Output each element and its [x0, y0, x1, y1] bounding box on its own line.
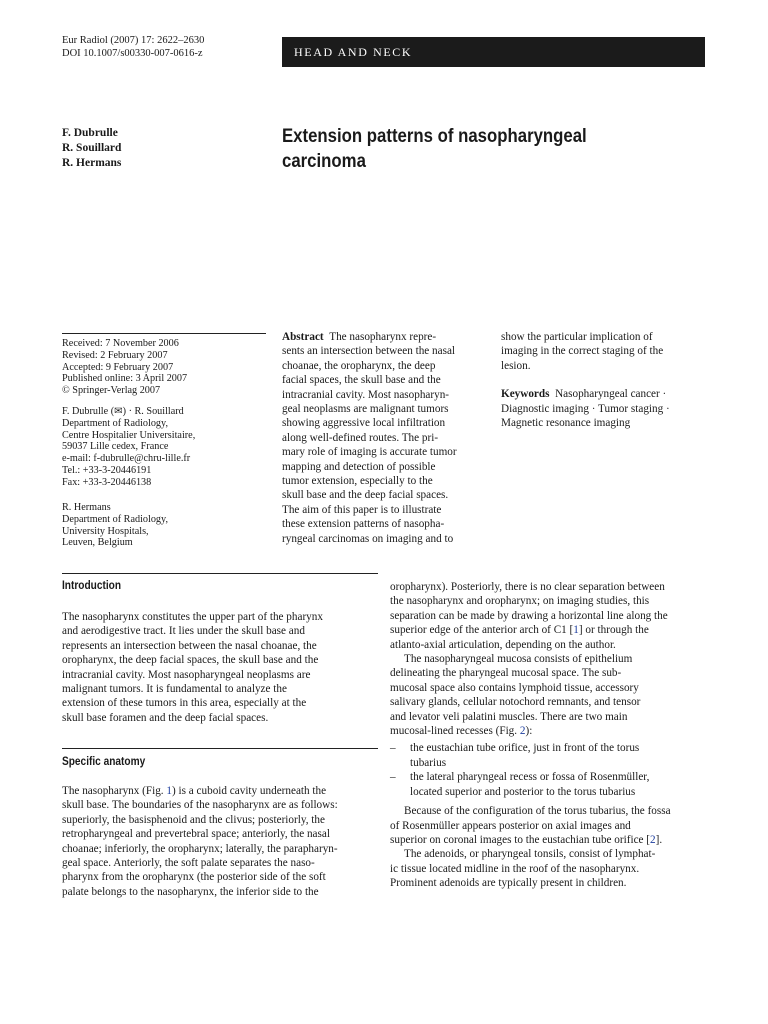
body-text: The nasopharynx (Fig. [62, 785, 167, 797]
body-line: oropharynx, the deep facial spaces, the skull base and the [62, 654, 319, 667]
figure-link[interactable]: 1 [166, 785, 172, 797]
abstract-line: show the particular implication of [501, 331, 653, 343]
keyword-line: Magnetic resonance imaging [501, 417, 631, 430]
anatomy-text [62, 784, 378, 899]
abstract-line: sents an intersection between the nasal [282, 345, 456, 358]
body-line: mucosal space also contains lymphoid tissue, accessory [390, 681, 639, 694]
body-text: ] or through the [578, 624, 649, 637]
body-line: Prominent adenoids are typically present in children. [390, 877, 627, 890]
fax: Fax: +33-3-20446138 [62, 476, 152, 488]
body-line: oropharynx). Posteriorly, there is no clear separation between [390, 581, 665, 593]
list-item-text: tubarius [410, 756, 447, 769]
figure-link[interactable]: 2 [519, 725, 526, 738]
body-line: Because of the configuration of the torus tubarius, the fossa [404, 805, 671, 818]
body-text: ]. [655, 833, 663, 846]
abstract-line: imaging in the correct staging of the [501, 345, 664, 358]
body-line: malignant tumors. It is fundamental to analyze the [62, 683, 287, 696]
abstract-line: mary role of imaging is accurate tumor [282, 446, 457, 459]
body-line: The nasopharynx constitutes the upper part of the pharynx [62, 611, 323, 623]
abstract-line: intracranial cavity. Most nasopharyn- [282, 388, 450, 401]
list-item-text: the eustachian tube orifice, just in front of the torus [410, 742, 640, 755]
doi: DOI 10.1007/s00330-007-0616-z [62, 47, 203, 59]
body-line: atlanto-axial articulation, depending on the author. [390, 638, 616, 651]
abstract-line: skull base and the deep facial spaces. [282, 489, 449, 502]
article-title [282, 124, 643, 174]
abstract-line: geal neoplasms are malignant tumors [282, 403, 449, 416]
keyword-line: Diagnostic imaging · Tumor staging · [501, 402, 670, 415]
body-line: salivary glands, cellular notochord remnants, and tensor [390, 696, 641, 709]
body-line: and levator veli palatini muscles. There are two main [390, 710, 628, 723]
body-line: of Rosenmüller appears posterior on axial images and [390, 819, 631, 832]
date-accepted: Accepted: 9 February 2007 [62, 361, 174, 373]
abstract-line: choanae, the oropharynx, the deep [282, 359, 436, 372]
affiliation-line: Centre Hospitalier Universitaire, [62, 429, 196, 441]
abstract [282, 330, 488, 546]
abstract-text: The nasopharynx repre- [329, 331, 437, 343]
introduction-heading: Introduction [62, 580, 122, 592]
affiliation-secondary [62, 502, 272, 549]
anatomy-heading: Specific anatomy [62, 756, 146, 768]
abstract-line: lesion. [501, 359, 531, 372]
section-banner: HEAD AND NECK [282, 37, 705, 67]
body-line: intracranial cavity. Most nasopharyngeal neoplasms are [62, 668, 311, 681]
author: R. Souillard [62, 142, 122, 154]
body-line: The adenoids, or pharyngeal tonsils, consist of lymphat- [404, 848, 656, 861]
affiliation-primary [62, 406, 272, 489]
list-item-text: located superior and posterior to the torus tubarius [410, 785, 636, 798]
date-received: Received: 7 November 2006 [62, 338, 179, 349]
body-line: pharynx from the oropharynx (the posterior side of the soft [62, 871, 326, 884]
author: R. Hermans [62, 157, 122, 169]
abstract-line: along well-defined routes. The pri- [282, 431, 439, 444]
body-line: The nasopharyngeal mucosa consists of epithelium [404, 653, 633, 666]
body-line: and aerodigestive tract. It lies under the skull base and [62, 625, 305, 638]
journal-reference: Eur Radiol (2007) 17: 2622–2630 [62, 35, 205, 46]
body-line: ic tissue located midline in the roof of the nasopharynx. [390, 862, 640, 875]
section-rule [62, 748, 378, 749]
abstract-line: showing aggressive local infiltration [282, 417, 446, 430]
body-line: retropharyngeal and prevertebral space; anteriorly, the nasal [62, 828, 330, 841]
affiliation-line: Leuven, Belgium [62, 537, 133, 549]
corresponding-authors: F. Dubrulle (✉) · R. Souillard [62, 406, 184, 417]
abstract-line: ryngeal carcinomas on imaging and to [282, 532, 454, 545]
affiliation-line: University Hospitals, [62, 525, 149, 537]
abstract-label: Abstract [282, 331, 324, 343]
keywords-label: Keywords [501, 388, 550, 401]
body-line: geal space. Anteriorly, the soft palate separates the naso- [62, 857, 315, 870]
abstract-line: facial spaces, the skull base and the [282, 374, 441, 387]
email-link[interactable]: e-mail: f-dubrulle@chru-lille.fr [62, 453, 191, 465]
date-published: Published online: 3 April 2007 [62, 373, 188, 385]
abstract-line: mapping and detection of possible [282, 460, 436, 473]
list-dash: – [390, 742, 396, 755]
list-dash: – [390, 771, 396, 784]
author: F. Dubrulle [62, 127, 118, 139]
affiliation-line: 59037 Lille cedex, France [62, 441, 169, 453]
body-text: ): [525, 725, 533, 738]
body-line: delineating the pharyngeal mucosal space. The sub- [390, 667, 622, 680]
abstract-line: The aim of this paper is to illustrate [282, 503, 442, 516]
reference-link[interactable]: 2 [650, 833, 656, 846]
keyword-text: Nasopharyngeal cancer · [555, 388, 667, 401]
body-line: separation can be made by drawing a horizontal line along the [390, 609, 668, 622]
body-text: superior on coronal images to the eustachian tube orifice [ [390, 833, 651, 846]
journal-citation [62, 35, 204, 60]
title-line: Extension patterns of nasopharyngeal [282, 125, 587, 147]
body-text: superior edge of the anterior arch of C1 [ [390, 624, 574, 637]
affiliation-line: Department of Radiology, [62, 417, 168, 429]
body-line: skull base foramen and the deep facial spaces. [62, 711, 269, 724]
body-line: palate belongs to the nasopharynx, the inferior side to the [62, 885, 319, 898]
abstract-line: these extension patterns of nasopha- [282, 518, 445, 531]
introduction-text [62, 610, 378, 725]
telephone: Tel.: +33-3-20446191 [62, 464, 152, 476]
affiliation-line: Department of Radiology, [62, 513, 168, 525]
body-line: choanae; inferiorly, the oropharynx; laterally, the parapharyn- [62, 842, 338, 855]
author-list [62, 126, 121, 171]
reference-link[interactable]: 1 [573, 624, 579, 637]
section-rule [62, 573, 378, 574]
author-name: R. Hermans [62, 502, 111, 513]
body-line: superiorly, the basisphenoid and the clivus; posteriorly, the [62, 813, 325, 826]
right-column-text [390, 580, 706, 891]
body-line: represents an intersection between the nasal choanae, the [62, 639, 317, 652]
body-line: skull base. The boundaries of the nasopharynx are as follows: [62, 799, 338, 812]
metadata-rule [62, 333, 266, 334]
body-text: ) is a cuboid cavity underneath the [172, 785, 327, 797]
date-revised: Revised: 2 February 2007 [62, 349, 168, 361]
body-text: mucosal-lined recesses (Fig. [390, 725, 520, 738]
abstract-continued [501, 330, 707, 430]
body-line: the nasopharynx and oropharynx; on imaging studies, this [390, 595, 650, 608]
copyright: © Springer-Verlag 2007 [62, 385, 161, 397]
article-dates [62, 338, 272, 397]
body-line: extension of these tumors in this area, especially at the [62, 697, 307, 710]
title-line: carcinoma [282, 150, 366, 172]
abstract-line: tumor extension, especially to the [282, 475, 433, 488]
list-item-text: the lateral pharyngeal recess or fossa of Rosenmüller, [410, 771, 650, 784]
